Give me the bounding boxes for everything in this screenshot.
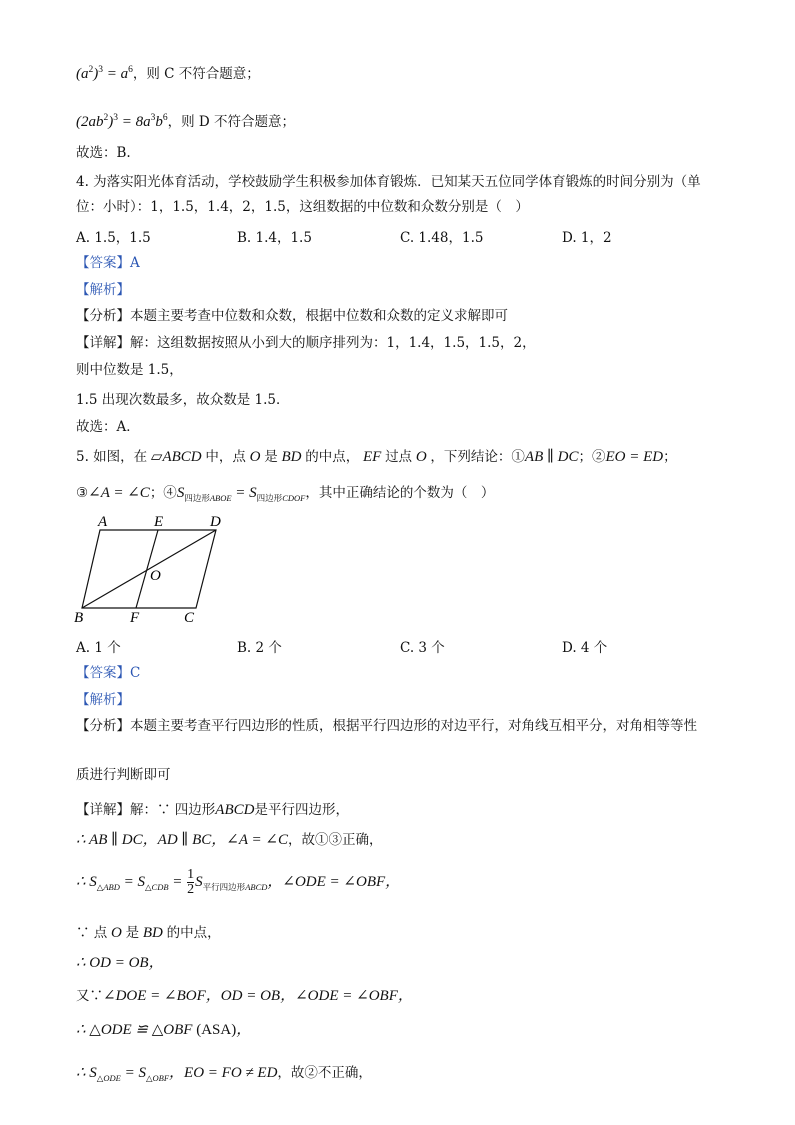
q5-detail-1 <box>76 800 349 820</box>
conclusion-1: AB ∥ DC <box>524 449 579 465</box>
text: ；② <box>578 449 606 465</box>
text: ，其中正确结论的个数为（ ） <box>305 485 495 501</box>
q4-fenxi: 【分析】本题主要考查中位数和众数，根据中位数和众数的定义求解即可 <box>76 308 508 324</box>
text: ∵ 点 <box>76 925 108 941</box>
q4-choose: 故选：A． <box>76 419 140 435</box>
q4-option-a: A. 1.5，1.5 <box>76 230 151 246</box>
q5-option-b: B. 2 个 <box>237 640 282 656</box>
fraction-half: $\frac{1}{2}$ <box>187 867 195 898</box>
q5-option-c: C. 3 个 <box>400 640 445 656</box>
label-f: F <box>130 610 140 626</box>
label-b: B <box>74 610 84 626</box>
q4-option-d: D. 1，2 <box>562 230 612 246</box>
math-expression: ∠DOE = ∠BOF，OD = OB，∠ODE = ∠OBF， <box>103 988 413 1004</box>
q4-mode: 1.5 出现次数最多，故众数是 1.5． <box>76 392 290 408</box>
text: 是 <box>125 925 140 941</box>
text: 是 <box>264 449 278 465</box>
segment-bd: BD <box>281 449 302 465</box>
q5-stem-2 <box>76 483 494 508</box>
math-expression: ∴ △ODE ≌ △OBF (ASA)， <box>76 1022 252 1038</box>
text: ，则 C 不符合题意； <box>132 66 260 82</box>
label-o: O <box>150 568 161 584</box>
q4-stem-2: 位：小时）：1，1.5，1.4，2，1.5，这组数据的中位数和众数分别是（ ） <box>76 199 529 215</box>
text: ，下列结论：① <box>430 449 525 465</box>
q5-analysis-heading: 【解析】 <box>76 692 130 708</box>
choose-b: 故选：B. <box>76 145 131 161</box>
q5-detail-5 <box>76 953 164 973</box>
text: ； <box>663 449 677 465</box>
label-a: A <box>98 514 108 530</box>
point-o: O <box>415 449 427 465</box>
conclusion-4: $S_{四边形ABOE} = S_{四边形CDOF}$ <box>176 485 306 503</box>
q5-option-d: D. 4 个 <box>562 640 608 656</box>
math-expression: $(2ab^2)^3 = 8a^3b^6$ <box>76 113 168 130</box>
line-d-result <box>76 108 295 132</box>
math-expression: $(a^2)^3 = a^6$ <box>76 65 133 82</box>
line-c-result <box>76 60 260 84</box>
math-expression: ∴ $S_{\triangle ABD} = S_{\triangle CDB}$ = $\frac{1}{2}$ $S_{平行四边形ABCD}$，∠ODE = ∠OBF， <box>76 867 401 898</box>
q5-option-a: A. 1 个 <box>76 640 121 656</box>
q5-fenxi-1: 【分析】本题主要考查平行四边形的性质，根据平行四边形的对边平行，对角线互相平分，对角相等等性 <box>76 718 697 734</box>
q5-fenxi-2: 质进行判断即可 <box>76 767 171 783</box>
q4-median: 则中位数是 1.5， <box>76 362 183 378</box>
text: 【详解】解：∵ 四边形 <box>76 802 216 818</box>
math-expression: ∴ OD = OB， <box>76 955 164 971</box>
q4-stem-1: 4. 为落实阳光体育活动，学校鼓励学生积极参加体育锻炼．已知某天五位同学体育锻炼的时间分别为（单 <box>76 174 701 190</box>
parallelogram-abcd: ▱ABCD <box>147 449 202 465</box>
text: 5. 如图，在 <box>76 449 148 465</box>
label-d: D <box>210 514 221 530</box>
math-expression: ∴ AB ∥ DC，AD ∥ BC，∠A = ∠C <box>76 832 288 848</box>
text: 又∵ <box>76 988 103 1004</box>
q5-stem-1 <box>76 447 677 467</box>
q4-answer: 【答案】A <box>76 255 140 271</box>
q5-detail-8 <box>76 1063 372 1088</box>
text: 中，点 <box>205 449 246 465</box>
point-o: O <box>249 449 261 465</box>
q4-analysis-heading: 【解析】 <box>76 282 130 298</box>
text: ，则 D 不符合题意； <box>167 114 296 130</box>
text: 的中点， <box>166 925 221 941</box>
q4-option-b: B. 1.4，1.5 <box>237 230 312 246</box>
q5-detail-4 <box>76 923 221 943</box>
quad-abcd: ABCD <box>215 802 255 818</box>
label-c: C <box>184 610 195 626</box>
q5-detail-6 <box>76 986 413 1006</box>
parallelogram-figure <box>70 512 240 627</box>
q5-detail-2 <box>76 830 382 850</box>
label-e: E <box>154 514 164 530</box>
text: ；④ <box>149 485 177 501</box>
segment-ef: EF <box>362 449 382 465</box>
text: 过点 <box>385 449 413 465</box>
text: 的中点， <box>305 449 360 465</box>
q5-detail-3 <box>76 866 400 903</box>
segment-bd: BD <box>142 925 163 941</box>
text: ，故②不正确， <box>277 1065 372 1081</box>
text: 是平行四边形， <box>254 802 349 818</box>
point-o: O <box>111 925 122 941</box>
q5-detail-7 <box>76 1020 251 1040</box>
q4-option-c: C. 1.48，1.5 <box>400 230 484 246</box>
q4-detail: 【详解】解：这组数据按照从小到大的顺序排列为：1，1.4，1.5，1.5，2， <box>76 335 536 351</box>
conclusion-2: EO = ED <box>605 449 664 465</box>
math-expression: ∴ $S_{\triangle ODE} = S_{\triangle OBF}$，EO = FO ≠ ED <box>76 1065 278 1083</box>
conclusion-3: ∠A = ∠C <box>88 485 150 501</box>
text: ③ <box>76 485 89 501</box>
diagonal-bd <box>82 530 216 608</box>
text: ，故①③正确， <box>287 832 383 848</box>
q5-answer: 【答案】C <box>76 665 141 681</box>
